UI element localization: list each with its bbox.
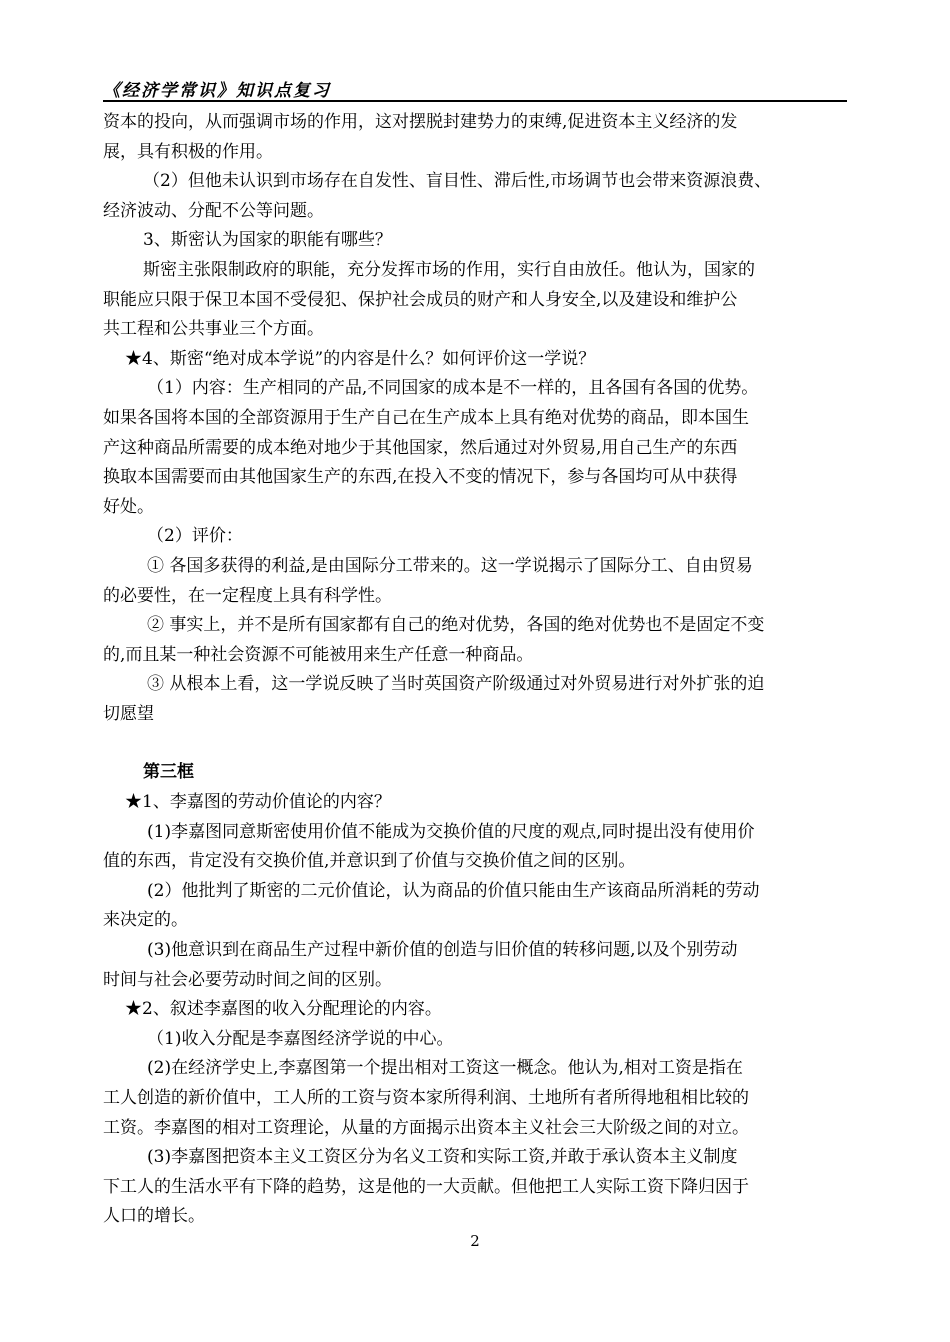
page-content [103,108,848,1232]
text-line: 工资。李嘉图的相对工资理论，从量的方面揭示出资本主义社会三大阶级之间的对立。 [103,1117,749,1138]
header-title: 《经济学常识》知识点复习 [103,81,331,101]
text-line: 的必要性，在一定程度上具有科学性。 [103,585,392,606]
text-line: ③ 从根本上看，这一学说反映了当时英国资产阶级通过对外贸易进行对外扩张的迫 [147,674,765,695]
text-line: (2）他批判了斯密的二元价值论，认为商品的价值只能由生产该商品所消耗的劳动 [147,880,760,901]
text-line: 切愿望 [103,703,154,724]
text-line: (2)在经济学史上,李嘉图第一个提出相对工资这一概念。他认为,相对工资是指在 [147,1058,743,1079]
text-line: 产这种商品所需要的成本绝对地少于其他国家，然后通过对外贸易,用自己生产的东西 [103,437,738,458]
text-line: 共工程和公共事业三个方面。 [103,319,324,340]
text-line: 时间与社会必要劳动时间之间的区别。 [103,969,392,990]
text-line: 值的东西，肯定没有交换价值,并意识到了价值与交换价值之间的区别。 [103,851,636,872]
text-line: 工人创造的新价值中，工人所的工资与资本家所得利润、土地所有者所得地租相比较的 [103,1088,749,1108]
text-line: 换取本国需要而由其他国家生产的东西,在投入不变的情况下，参与各国均可从中获得 [103,467,738,488]
text-line: 好处。 [103,496,154,517]
text-line: 来决定的。 [103,910,188,931]
text-line: (3)他意识到在商品生产过程中新价值的创造与旧价值的转移问题,以及个别劳动 [147,940,738,961]
text-line: （2）评价： [147,526,243,547]
section-heading: 第三框 [143,762,194,783]
text-line: （1)收入分配是李嘉图经济学说的中心。 [147,1028,454,1049]
text-line: 人口的增长。 [103,1206,205,1227]
question-heading: ★1、李嘉图的劳动价值论的内容？ [125,792,391,813]
text-line: （2）但他未认识到市场存在自发性、盲目性、滞后性,市场调节也会带来资源浪费、 [143,171,772,192]
text-line: 斯密主张限制政府的职能，充分发挥市场的作用，实行自由放任。他认为，国家的 [143,259,755,280]
text-line: 职能应只限于保卫本国不受侵犯、保护社会成员的财产和人身安全,以及建设和维护公 [103,289,738,310]
question-heading: ★2、叙述李嘉图的收入分配理论的内容。 [125,999,442,1020]
text-line: 展，具有积极的作用。 [103,141,273,162]
text-line: 如果各国将本国的全部资源用于生产自己在生产成本上具有绝对优势的商品，即本国生 [103,407,749,428]
text-line: ② 事实上，并不是所有国家都有自己的绝对优势，各国的绝对优势也不是固定不变 [147,615,765,636]
page-header [103,74,847,102]
question-heading: ★4、斯密“绝对成本学说”的内容是什么？如何评价这一学说？ [125,348,596,369]
text-line: 经济波动、分配不公等问题。 [103,200,324,221]
text-line: ① 各国多获得的利益,是由国际分工带来的。这一学说揭示了国际分工、自由贸易 [147,555,753,576]
text-line: 下工人的生活水平有下降的趋势，这是他的一大贡献。但他把工人实际工资下降归因于 [103,1176,749,1197]
text-line: (3)李嘉图把资本主义工资区分为名义工资和实际工资,并敢于承认资本主义制度 [147,1147,738,1168]
section-gap [103,729,848,758]
question-heading: 3、斯密认为国家的职能有哪些？ [143,230,392,251]
text-line: 的,而且某一种社会资源不可能被用来生产任意一种商品。 [103,644,534,665]
text-line: (1)李嘉图同意斯密使用价值不能成为交换价值的尺度的观点,同时提出没有使用价 [147,821,755,842]
page-number: 2 [470,1232,480,1250]
text-line: 资本的投向，从而强调市场的作用，这对摆脱封建势力的束缚,促进资本主义经济的发 [103,112,738,132]
text-line: （1）内容：生产相同的产品,不同国家的成本是不一样的，且各国有各国的优势。 [147,378,759,399]
